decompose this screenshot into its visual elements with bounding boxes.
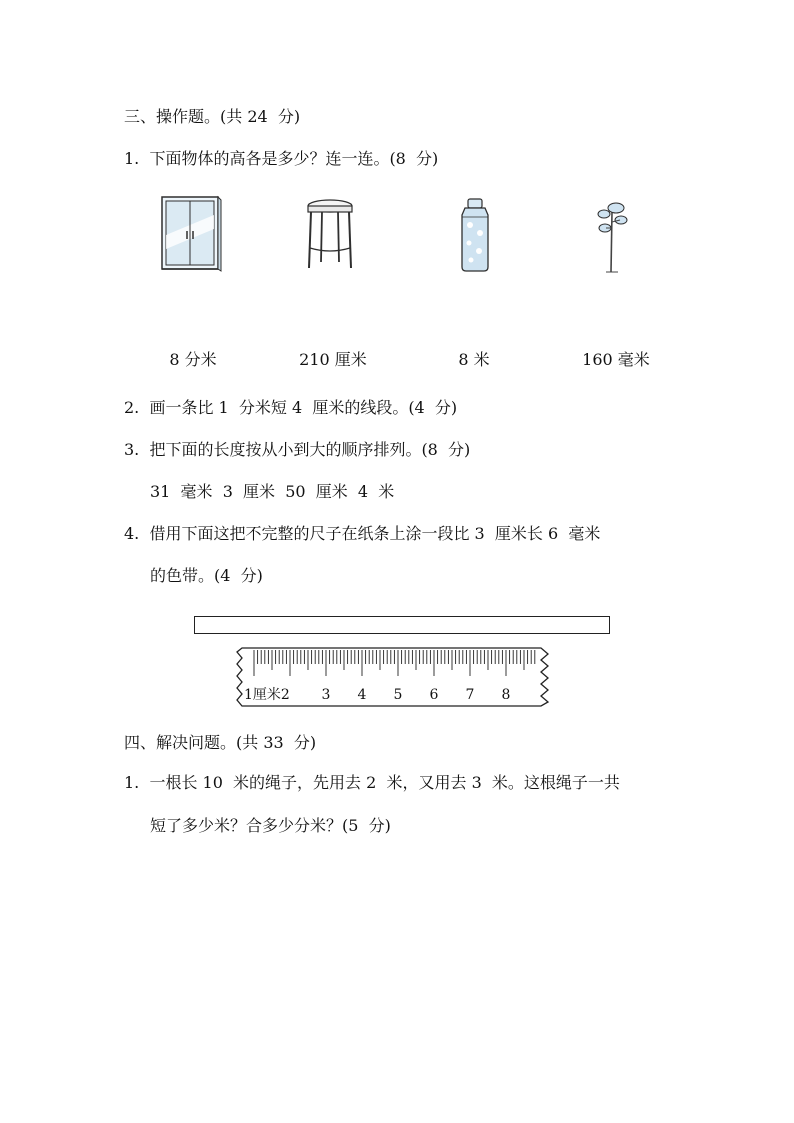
option-160-millimeters: 160 毫米 [582,350,650,369]
question-4-text-line1: 4. 借用下面这把不完整的尺子在纸条上涂一段比 3 厘米长 6 毫米 [124,524,601,543]
question-2-text: 2. 画一条比 1 分米短 4 厘米的线段。(4 分) [124,398,458,417]
ruler-label: 4 [357,687,367,703]
ruler-label: 8 [501,687,511,703]
ruler-label: 1厘米2 [244,687,290,703]
section4-question-1-line2: 短了多少米？合多少分米？(5 分) [150,816,391,835]
option-8-decimeters: 8 分米 [169,350,217,369]
ruler-label: 5 [393,687,403,703]
section4-heading: 四、解决问题。(共 33 分) [124,733,317,752]
paper-strip[interactable] [194,616,610,634]
section3-heading: 三、操作题。(共 24 分) [124,107,301,126]
question-1-text: 1. 下面物体的高各是多少？连一连。(8 分) [124,149,439,168]
broken-ruler [236,646,552,708]
stool-icon [305,198,355,272]
thermos-icon [458,197,492,273]
ruler-label: 7 [465,687,475,703]
ruler-label: 6 [429,687,439,703]
question-3-text: 3. 把下面的长度按从小到大的顺序排列。(8 分) [124,440,471,459]
question-4-text-line2: 的色带。(4 分) [150,566,263,585]
option-210-centimeters: 210 厘米 [299,350,367,369]
option-8-meters: 8 米 [458,350,490,369]
question-3-lengths: 31 毫米 3 厘米 50 厘米 4 米 [150,482,395,501]
sapling-icon [594,198,630,274]
ruler-label: 3 [321,687,331,703]
section4-question-1-line1: 1. 一根长 10 米的绳子，先用去 2 米，又用去 3 米。这根绳子一共 [124,773,620,792]
wardrobe-icon [160,195,222,273]
